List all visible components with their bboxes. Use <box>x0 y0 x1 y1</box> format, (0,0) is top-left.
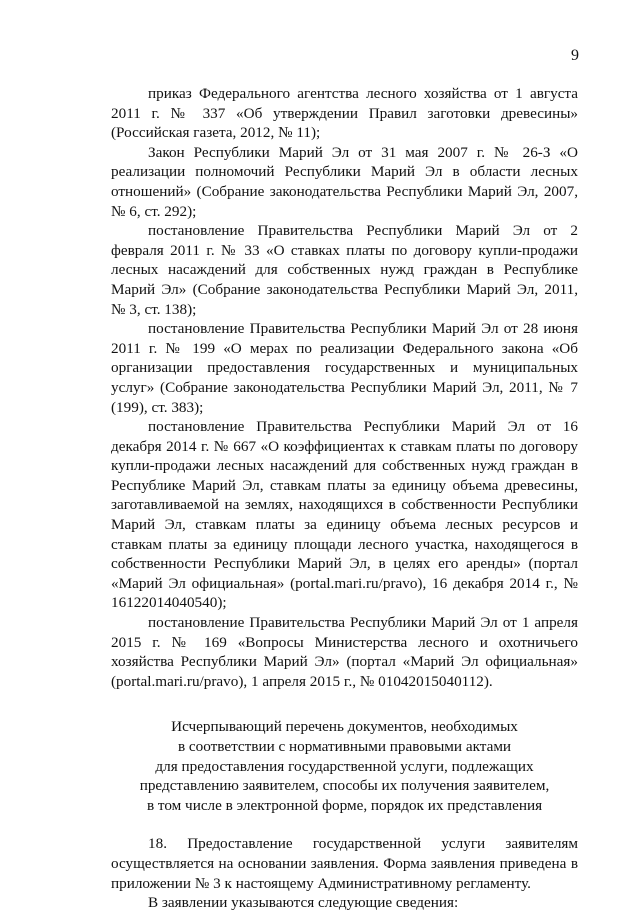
section-heading-line: для предоставления государственной услуги, подлежащих <box>155 757 534 775</box>
paragraph-last: В заявлении указываются следующие сведения: <box>148 894 459 912</box>
section-heading-line: Исчерпывающий перечень документов, необходимых <box>171 718 518 736</box>
section-heading <box>111 717 578 815</box>
list-item: постановление Правительства Республики Марий Эл от 16 декабря 2014 г. № 667 «О коэффициентах к ставкам платы по договору купли-продажи лесных насаждений для собственных нужд граждан в Республике Марий Эл, ставкам платы за единицу объема древесины, заготавливаемой на землях, находящихся в собственности Республики Марий Эл, ставкам платы за единицу объема лесных ресурсов и ставкам платы за единицу площади лесного участка, находящегося в собственности Республики Марий Эл, в целях его аренды» (портал «Марий Эл официальная» (portal.mari.ru/pravo), 16 декабря 2014 г., № 16122014040540); <box>111 418 578 612</box>
list-item: Закон Республики Марий Эл от 31 мая 2007 г. № 26-З «О реализации полномочий Республики Марий Эл в области лесных отношений» (Собрание законодательства Республики Марий Эл, 2007, № 6, ст. 292); <box>111 143 578 220</box>
list-item: постановление Правительства Республики Марий Эл от 1 апреля 2015 г. № 169 «Вопросы Министерства лесного и охотничьего хозяйства Республики Марий Эл» (портал «Марий Эл официальная» (portal.mari.ru/pravo), 1 апреля 2015 г., № 01042015040112). <box>111 614 578 690</box>
section-heading-line: в соответствии с нормативными правовыми актами <box>177 738 512 755</box>
section-heading-line: представлению заявителем, способы их получения заявителем, <box>139 777 550 795</box>
paragraph-18: 18. Предоставление государственной услуги заявителям осуществляется на основании заявления. Форма заявления приведена в приложении № 3 к настоящему Административному регламенту. <box>111 835 578 892</box>
list-item: постановление Правительства Республики Марий Эл от 2 февраля 2011 г. № 33 «О ставках платы по договору купли-продажи лесных насаждений для собственных нужд граждан в Республике Марий Эл» (Собрание законодательства Республики Марий Эл, 2011, № 3, ст. 138); <box>111 222 578 318</box>
document-body <box>111 84 578 913</box>
list-item: постановление Правительства Республики Марий Эл от 28 июня 2011 г. № 199 «О мерах по реализации Федерального закона «Об организации предоставления государственных и муниципальных услуг» (Собрание законодательства Республики Марий Эл, 2011, № 7 (199), ст. 383); <box>111 320 578 416</box>
section-heading-line: в том числе в электронной форме, порядок их представления <box>146 796 543 814</box>
list-item: приказ Федерального агентства лесного хозяйства от 1 августа 2011 г. № 337 «Об утверждении Правил заготовки древесины» (Российская газета, 2012, № 11); <box>111 85 578 142</box>
page-number: 9 <box>571 47 579 64</box>
